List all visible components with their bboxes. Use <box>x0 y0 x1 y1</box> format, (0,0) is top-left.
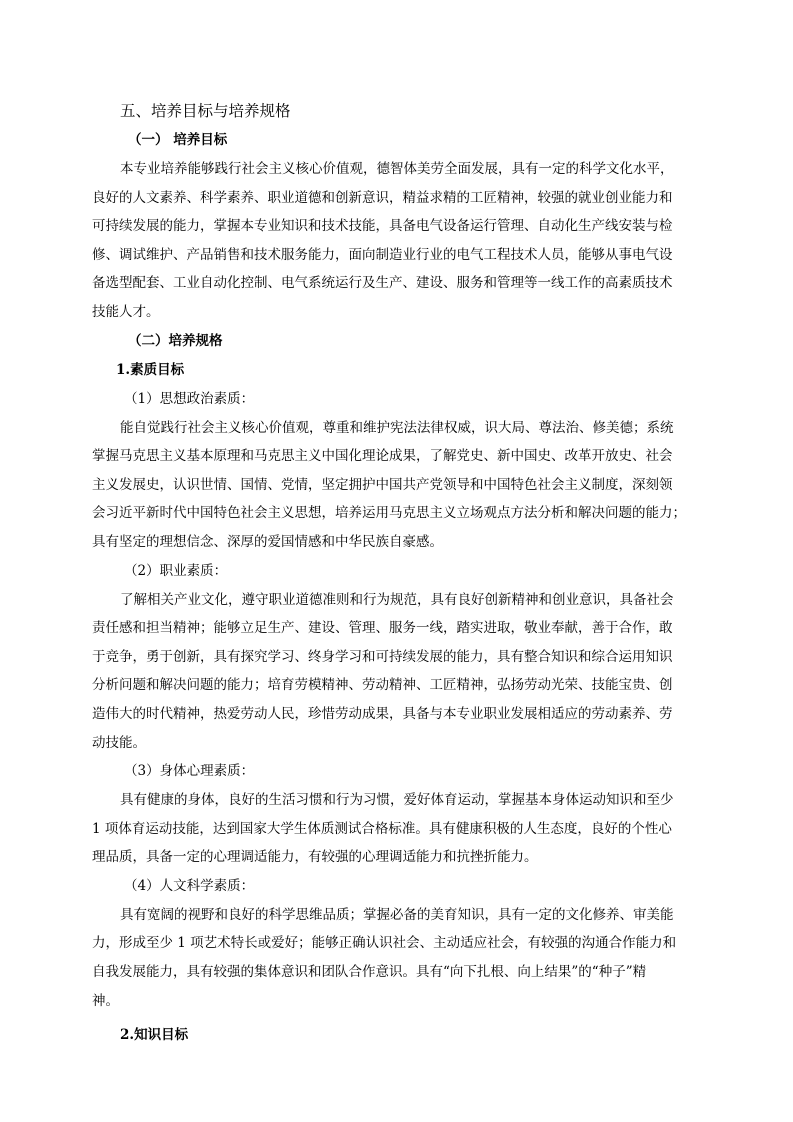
goal-paragraph <box>92 155 702 327</box>
item-1-line-2: 掌握马克思主义基本原理和马克思主义中国化理论成果，了解党史、新中国史、改革开放史、社会 <box>92 448 673 465</box>
item-4-line-3: 自我发展能力，具有较强的集体意识和团队合作意识。具有“向下扎根、向上结果”的“种子”精 <box>92 964 647 981</box>
item-2-line-4: 分析问题和解决问题的能力；培育劳模精神、劳动精神、工匠精神，弘扬劳动光荣、技能宝贵、创 <box>92 677 673 694</box>
item-1-paragraph <box>92 414 702 557</box>
item-4-line-1: 具有宽阔的视野和良好的科学思维品质；掌握必备的美育知识，具有一定的文化修养、审美能 <box>120 906 674 923</box>
item-3-line-2: 1 项体育运动技能，达到国家大学生体质测试合格标准。具有健康积极的人生态度，良好的个性心 <box>92 820 672 837</box>
knowledge-heading: 2.知识目标 <box>120 1027 189 1044</box>
item-3-line-3: 理品质，具备一定的心理调适能力，有较强的心理调适能力和抗挫折能力。 <box>92 849 538 866</box>
item-3-paragraph <box>92 786 702 872</box>
goal-line-3: 可持续发展的能力，掌握本专业知识和技术技能，具备电气设备运行管理、自动化生产线安装与检 <box>92 218 673 235</box>
item-1-line-3: 主义发展史，认识世情、国情、党情，坚定拥护中国共产党领导和中国特色社会主义制度，深刻领 <box>92 476 673 493</box>
item-1-title: （1）思想政治素质： <box>124 390 255 407</box>
item-2-line-1: 了解相关产业文化，遵守职业道德准则和行为规范，具有良好创新精神和创业意识，具备社会 <box>120 591 674 608</box>
item-4-title: （4）人文科学素质： <box>124 877 255 894</box>
item-2-line-6: 动技能。 <box>92 734 146 751</box>
spec-heading: （二）培养规格 <box>128 332 223 349</box>
item-2-paragraph <box>92 586 702 758</box>
goal-line-6: 技能人才。 <box>92 303 160 320</box>
section-title: 五、培养目标与培养规格 <box>120 102 291 120</box>
goal-line-5: 备选型配套、工业自动化控制、电气系统运行及生产、建设、服务和管理等一线工作的高素质技术 <box>92 275 673 292</box>
item-1-line-1: 能自觉践行社会主义核心价值观，尊重和维护宪法法律权威，识大局、尊法治、修美德；系统 <box>120 419 674 436</box>
item-1-line-4: 会习近平新时代中国特色社会主义思想，培养运用马克思主义立场观点方法分析和解决问题的能力； <box>92 505 686 522</box>
item-2-line-3: 于竞争，勇于创新，具有探究学习、终身学习和可持续发展的能力，具有整合知识和综合运用知识 <box>92 648 673 665</box>
goal-heading: （一） 培养目标 <box>128 132 228 148</box>
item-3-line-1: 具有健康的身体，良好的生活习惯和行为习惯，爱好体育运动，掌握基本身体运动知识和至少 <box>120 792 674 809</box>
item-3-title: （3）身体心理素质： <box>124 763 255 780</box>
item-2-line-2: 责任感和担当精神；能够立足生产、建设、管理、服务一线，踏实进取，敬业奉献，善于合作，敢 <box>92 620 673 637</box>
goal-line-2: 良好的人文素养、科学素养、职业道德和创新意识，精益求精的工匠精神，较强的就业创业能力和 <box>92 189 673 206</box>
item-1-line-5: 具有坚定的理想信念、深厚的爱国情感和中华民族自豪感。 <box>92 533 443 550</box>
item-4-line-2: 力，形成至少 1 项艺术特长或爱好；能够正确认识社会、主动适应社会，有较强的沟通合作能力和 <box>92 935 677 952</box>
document-page <box>92 96 702 1050</box>
item-4-paragraph <box>92 901 702 1015</box>
item-2-title: （2）职业素质： <box>124 562 228 579</box>
item-2-line-5: 造伟大的时代精神，热爱劳动人民，珍惜劳动成果，具备与本专业职业发展相适应的劳动素养、劳 <box>92 705 673 722</box>
item-4-line-4: 神。 <box>92 992 119 1009</box>
goal-line-1: 本专业培养能够践行社会主义核心价值观，德智体美劳全面发展，具有一定的科学文化水平， <box>120 161 674 177</box>
quality-heading: 1.素质目标 <box>116 361 185 378</box>
goal-line-4: 修、调试维护、产品销售和技术服务能力，面向制造业行业的电气工程技术人员，能够从事电气设 <box>92 246 673 263</box>
